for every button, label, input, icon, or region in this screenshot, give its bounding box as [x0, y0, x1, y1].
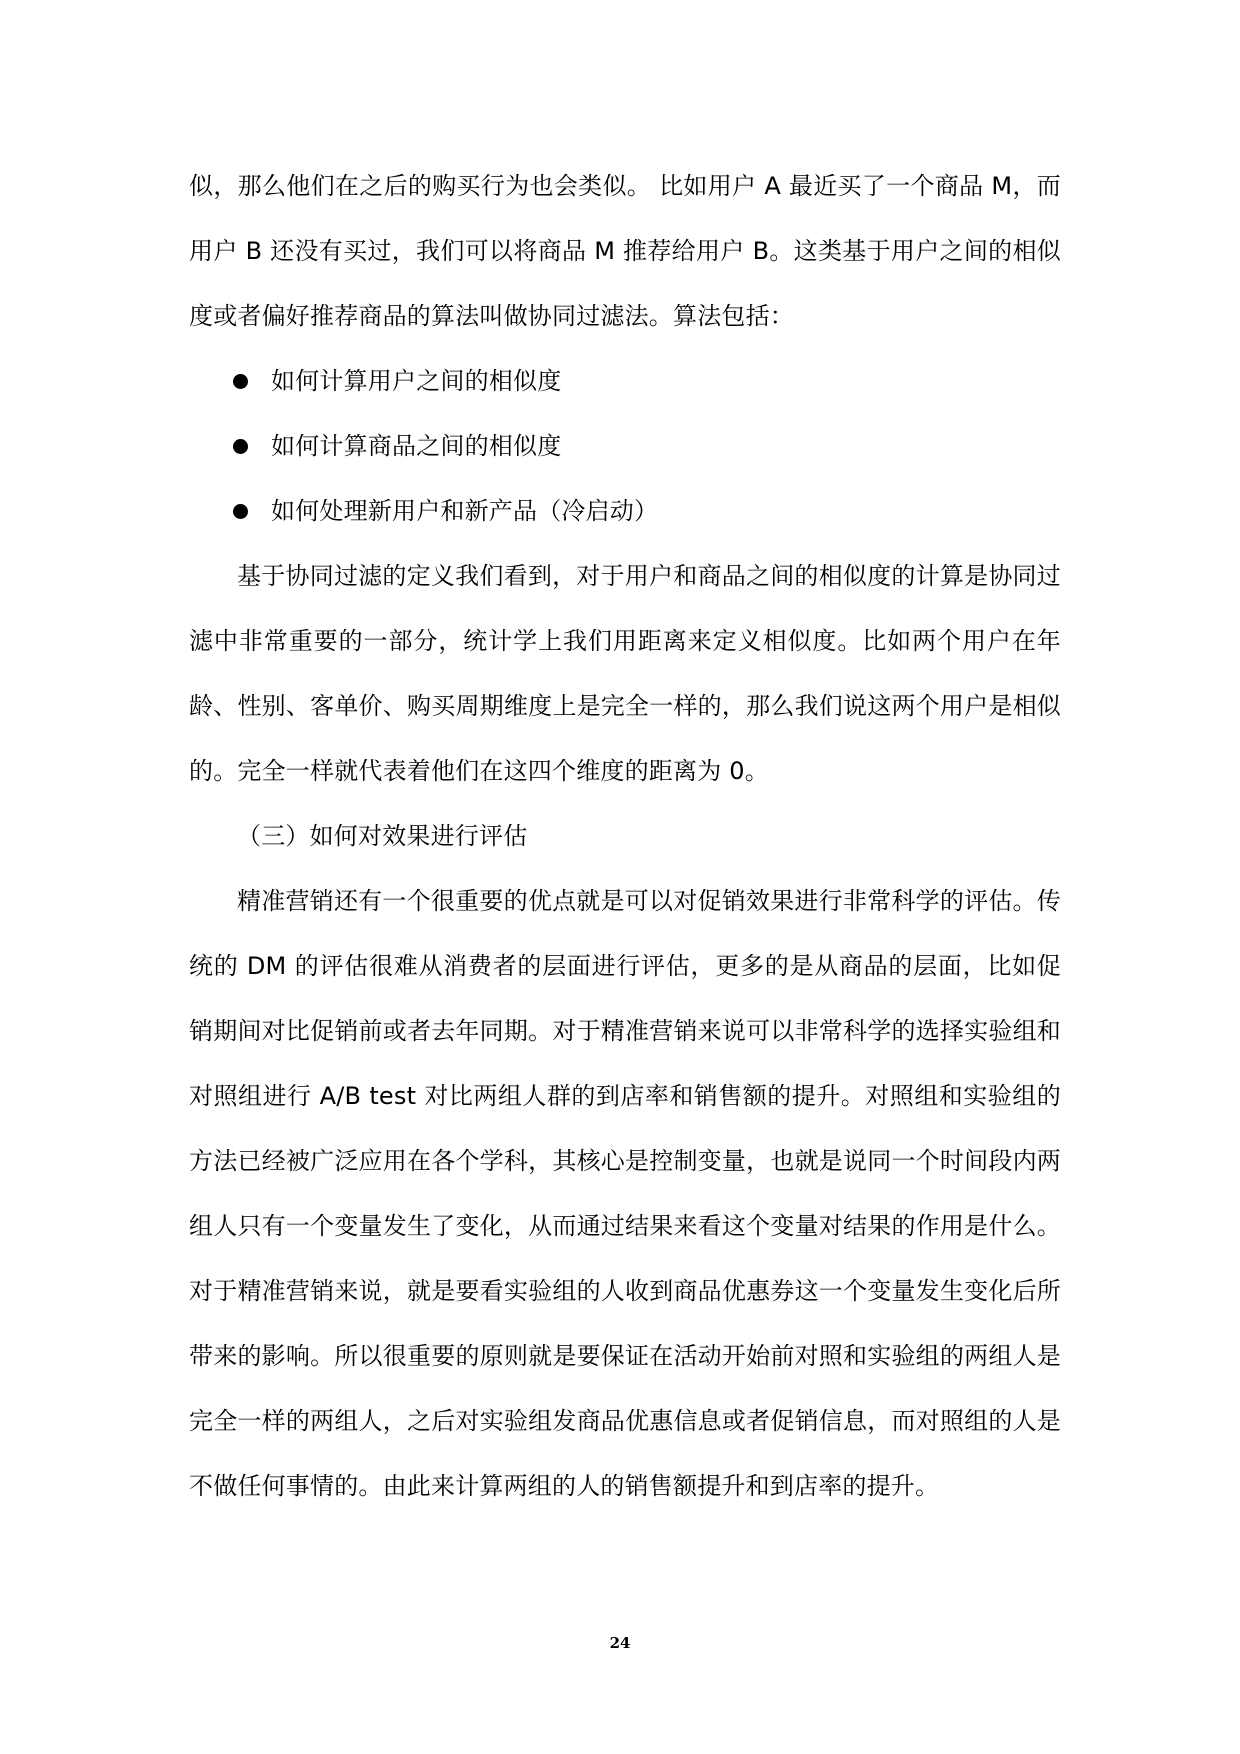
- list-item-text: 如何计算用户之间的相似度: [271, 367, 562, 395]
- body-text: [189, 154, 1061, 1519]
- bullet-icon: [233, 439, 248, 454]
- paragraph-collaborative-filtering-intro: 似，那么他们在之后的购买行为也会类似。 比如用户 A 最近买了一个商品 M，而用户 B 还没有买过，我们可以将商品 M 推荐给用户 B。这类基于用户之间的相似度或者偏好推荐商品的算法叫做协同过滤法。算法包括：: [189, 172, 1061, 330]
- list-item: [189, 414, 1061, 479]
- page-number: 24: [609, 1634, 631, 1652]
- paragraph-similarity-distance: 基于协同过滤的定义我们看到，对于用户和商品之间的相似度的计算是协同过滤中非常重要的一部分，统计学上我们用距离来定义相似度。比如两个用户在年龄、性别、客单价、购买周期维度上是完全一样的，那么我们说这两个用户是相似的。完全一样就代表着他们在这四个维度的距离为 0。: [189, 562, 1061, 785]
- paragraph-evaluation: 精准营销还有一个很重要的优点就是可以对促销效果进行非常科学的评估。传统的 DM 的评估很难从消费者的层面进行评估，更多的是从商品的层面，比如促销期间对比促销前或者去年同期。对于精准营销来说可以非常科学的选择实验组和对照组进行 A/B test 对比两组人群的到店率和销售额的提升。对照组和实验组的方法已经被广泛应用在各个学科，其核心是控制变量，也就是说同一个时间段内两组人只有一个变量发生了变化，从而通过结果来看这个变量对结果的作用是什么。对于精准营销来说，就是要看实验组的人收到商品优惠券这一个变量发生变化后所带来的影响。所以很重要的原则就是要保证在活动开始前对照和实验组的两组人是完全一样的两组人，之后对实验组发商品优惠信息或者促销信息，而对照组的人是不做任何事情的。由此来计算两组的人的销售额提升和到店率的提升。: [189, 887, 1061, 1500]
- list-item: [189, 479, 1061, 544]
- list-item-text: 如何处理新用户和新产品（冷启动）: [271, 497, 659, 525]
- section-heading: （三）如何对效果进行评估: [237, 822, 528, 850]
- bullet-icon: [233, 504, 248, 519]
- list-item-text: 如何计算商品之间的相似度: [271, 432, 562, 460]
- bullet-icon: [233, 374, 248, 389]
- algorithm-bullet-list: [189, 349, 1061, 544]
- list-item: [189, 349, 1061, 414]
